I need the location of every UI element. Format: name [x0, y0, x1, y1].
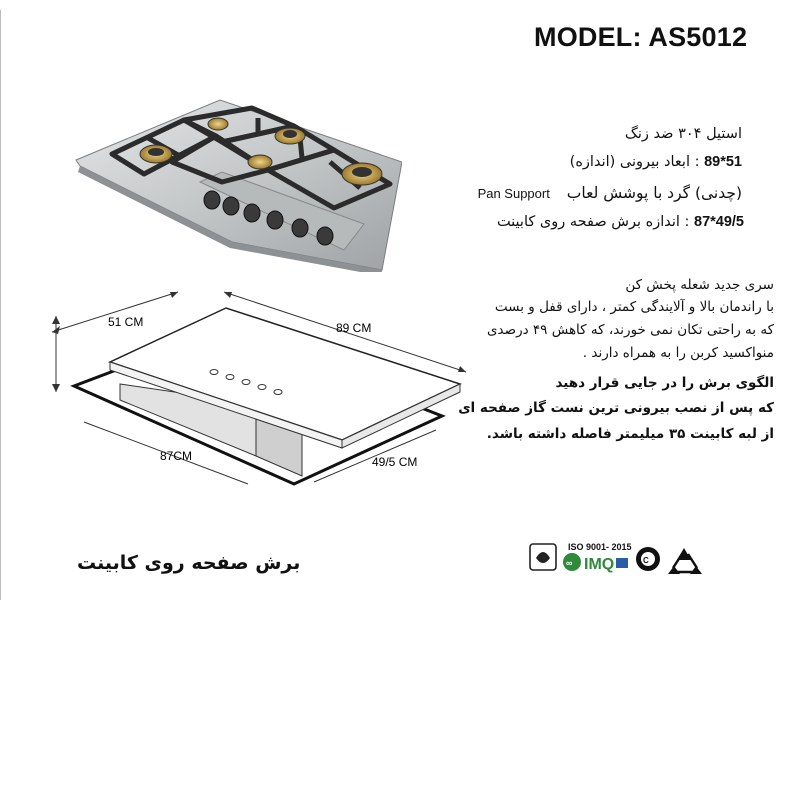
spec-outer-dims-label: : ابعاد بیرونی (اندازه): [569, 154, 705, 170]
cutout-caption: برش صفحه روی کابینت: [77, 552, 301, 574]
desc-line-7: از لبه کابینت ۳۵ میلیمتر فاصله داشته باشد.: [486, 426, 774, 442]
dim-label-depth-top: 51 CM: [108, 315, 144, 329]
desc-line-4: منواکسید کربن را به همراه دارند .: [582, 345, 774, 361]
spec-pan-support: [478, 184, 742, 202]
desc-line-1: سری جدید شعله پخش کن: [625, 277, 774, 293]
certification-badges: [528, 538, 718, 578]
iso-label: ISO 9001- 2015: [568, 542, 632, 552]
desc-line-6: که پس از نصب بیرونی ترین نست گاز صفحه ای: [458, 400, 774, 416]
svg-text:∞: ∞: [566, 558, 573, 568]
recycle-icon: [668, 548, 702, 574]
certified-seal-icon: [636, 547, 660, 571]
imq-logo: [563, 553, 628, 573]
desc-line-3: که به راحتی تکان نمی خورند، که کاهش ۴۹ درصدی: [486, 322, 774, 338]
svg-text:C: C: [643, 556, 649, 565]
dimension-diagram: [44, 288, 474, 498]
page-edge-line: [0, 10, 1, 600]
dim-label-width-cut: 87CM: [160, 449, 193, 463]
imq-label: IMQ: [584, 556, 615, 573]
gas-safety-icon: [530, 544, 556, 570]
desc-line-5: الگوی برش را در جایی قرار دهید: [555, 375, 774, 391]
spec-outer-dims: [570, 154, 742, 170]
cooktop-image: [72, 92, 402, 272]
spec-steel: استیل ۳۰۴ ضد زنگ: [624, 126, 742, 142]
dim-label-depth-cut: 49/5 CM: [372, 455, 418, 469]
spec-cutout-value: 87*49/5: [694, 214, 744, 230]
model-title: MODEL: AS5012: [534, 22, 748, 52]
dim-label-width-top: 89 CM: [336, 321, 372, 335]
spec-cutout-label: : اندازه برش صفحه روی کابینت: [496, 214, 694, 230]
spec-pan-support-fa: (چدنی) گرد با پوشش لعاب: [566, 184, 742, 202]
spec-outer-dims-value: 89*51: [704, 154, 742, 170]
spec-cutout: [497, 214, 744, 230]
spec-pan-support-en: Pan Support: [477, 186, 550, 201]
desc-line-2: با راندمان بالا و آلایندگی کمتر ، دارای قفل و بست: [494, 299, 774, 315]
